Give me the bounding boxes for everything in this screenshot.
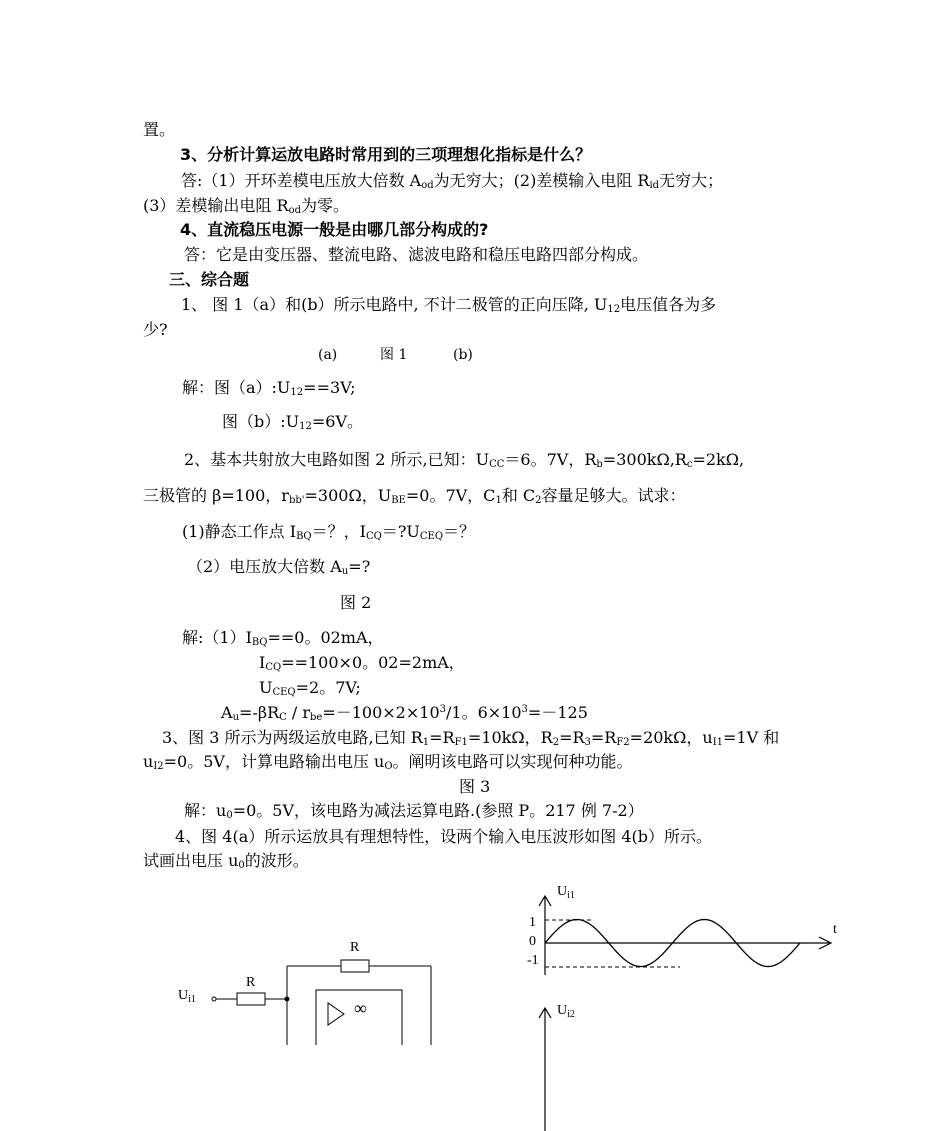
input-resistor <box>237 993 265 1005</box>
problem-3-line-2: $u_{I2}=0$。5V，计算电路输出电压 $u_O$。阐明该电路可以实现何种功能。 <box>143 752 633 772</box>
solution-2-line-2: $I_{CQ}==100\times 0$。02=2mA， <box>259 653 465 673</box>
problem-3-line-1: 3、图 3 所示为两级运放电路,已知 $R_1=R_{F1}=10k\Omega$，$R_2=R_3=R_{F2}=20k\Omega$，$u_{I1}=1V$ 和 <box>162 728 780 748</box>
problem-2-line-1: 2、基本共射放大电路如图 2 所示,已知：$U_{CC}=6$。7V，$R_b=300k\Omega,R_c=2k\Omega$, <box>184 450 745 470</box>
opamp-triangle-icon <box>328 1003 344 1025</box>
feedback-resistor <box>341 960 369 972</box>
figure-3-caption: 图 3 <box>459 777 491 796</box>
problem-1-line-1: 1、 图 1（a）和(b）所示电路中, 不计二极管的正向压降, $U_{12}$电压值各为多 <box>181 295 717 315</box>
question-4-heading: 4、直流稳压电源一般是由哪几部分构成的? <box>180 220 489 239</box>
ui2-label: $U_{i2}$ <box>557 1003 575 1020</box>
figure-1-caption-b: (b) <box>453 347 473 363</box>
ui1-label: $U_{i1}$ <box>557 884 575 901</box>
feedback-resistor-label: R <box>350 940 360 955</box>
figure-2-caption: 图 2 <box>340 593 372 612</box>
circuit-diagram <box>212 960 431 1045</box>
problem-4-line-1: 4、图 4(a）所示运放具有理想特性，设两个输入电压波形如图 4(b）所示。 <box>175 827 712 846</box>
infinity-symbol: ∞ <box>354 998 367 1018</box>
solution-3: 解：$u_0=0$。5V，该电路为减法运算电路.(参照 P。217 例 7-2） <box>184 801 644 821</box>
solution-2-line-3: $U_{CEQ}=2$。7V; <box>259 678 361 698</box>
waveform-axes <box>539 896 831 1131</box>
section-3-heading: 三、综合题 <box>169 270 250 289</box>
tick-label-1: 1 <box>529 915 536 930</box>
problem-2-line-4: （2）电压放大倍数 $A_u=$? <box>187 557 371 577</box>
solution-1-a: 解：图$(a):U_{12}==3V$; <box>182 378 356 398</box>
figure-1-caption: 图 1 <box>380 347 408 363</box>
question-3-heading: 3、分析计算运放电路时常用到的三项理想化指标是什么？ <box>180 145 592 164</box>
fragment-line: 置。 <box>143 120 176 139</box>
solution-2-line-1: 解$:(1)I_{BQ}==0$。02mA， <box>182 628 384 648</box>
figure-1-caption-a: (a) <box>318 347 338 363</box>
input-label: $U_{i1}$ <box>178 988 196 1005</box>
solution-1-b: 图$(b):U_{12}=6V$。 <box>222 412 364 432</box>
input-resistor-label: R <box>246 975 256 990</box>
answer-3-line-1: 答:（1）开环差模电压放大倍数 $A_{od}$为无穷大；(2)差模输入电阻 $R_{id}$无穷大； <box>181 171 724 191</box>
tick-label-0: 0 <box>529 934 536 949</box>
answer-3-line-2: (3）差模输出电阻 $R_{od}$为零。 <box>143 196 349 216</box>
input-terminal <box>212 997 216 1001</box>
problem-2-line-3: (1)静态工作点 $I_{BQ}=$？，$I_{CQ}=?U_{CEQ}=$？ <box>182 522 476 542</box>
problem-4-line-2: 试画出电压 $u_0$的波形。 <box>143 851 309 871</box>
tick-label-minus-1: -1 <box>527 953 539 968</box>
solution-2-line-4: $A_u=-\beta R_C / r_{be}=-100\times 2\times 10^3/1$。$6\times 10^3=-125$ <box>221 703 588 723</box>
t-label: t <box>833 922 837 937</box>
problem-2-line-2: 三极管的 β=100，$r_{bb'}=300\Omega$，$U_{BE}=0$。7V，$C_1$和 $C_2$容量足够大。试求： <box>143 486 686 506</box>
problem-1-line-2: 少? <box>143 320 168 339</box>
answer-4: 答：它是由变压器、整流电路、滤波电路和稳压电路四部分构成。 <box>184 245 649 264</box>
